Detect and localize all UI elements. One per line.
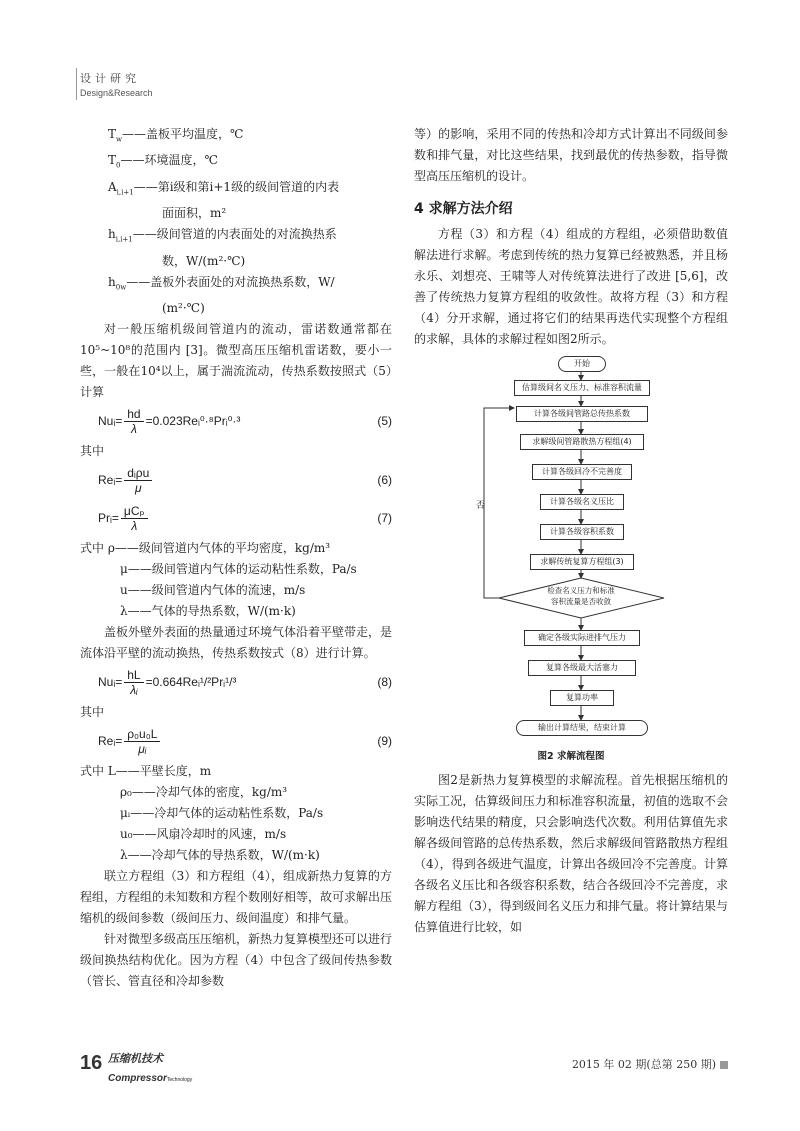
paragraph-combined: 联立方程组（3）和方程组（4），组成新热力复算的方程组，方程组的未知数和方程个数刚好相等，故可求解出压缩机的级间参数（级间压力、级间温度）和排气量。 bbox=[80, 868, 393, 925]
flow-no-label: 否 bbox=[476, 501, 486, 511]
definitions-mid bbox=[80, 538, 392, 622]
definition-continuation: 面面积，m² bbox=[162, 206, 227, 221]
definition-symbol: T bbox=[108, 127, 117, 141]
logo-cn: 压缩机技术 bbox=[108, 1052, 163, 1065]
eq6-number: (6) bbox=[377, 473, 392, 488]
eq8-lhs: Nuᵢ= bbox=[98, 675, 123, 690]
definition-item bbox=[80, 824, 392, 845]
definitions-top bbox=[80, 124, 392, 319]
eq5-lhs: Nuᵢ= bbox=[98, 414, 123, 429]
definition-item bbox=[80, 580, 392, 601]
equation-8 bbox=[80, 664, 392, 702]
definition-subscript: w bbox=[116, 135, 123, 144]
eq6-den: μ bbox=[134, 481, 142, 496]
eq7-den: λ bbox=[131, 519, 138, 534]
definition-text: ——级间管道的内表面处的对流换热系 bbox=[132, 227, 337, 242]
paragraph-continued: 等）的影响，采用不同的传热和冷却方式计算出不同级间参数和排气量，对比这些结果，找到最优的传热参数，指导微型高压压缩机的设计。 bbox=[414, 127, 728, 183]
equation-6 bbox=[80, 462, 392, 500]
eq8-den: λᵢ bbox=[130, 683, 138, 698]
eq9-num: ρ₀u₀L bbox=[124, 727, 160, 742]
flowchart bbox=[414, 350, 728, 790]
label-qizhong-2: 其中 bbox=[80, 704, 105, 719]
eq6-fraction bbox=[124, 466, 152, 495]
section-heading: 4 求解方法介绍 bbox=[414, 201, 513, 217]
paragraph-method: 方程（3）和方程（4）组成的方程组，必须借助数值解法进行求解。考虑到传统的热力复算已经被熟悉，并且杨永乐、刘想亮、王啸等人对传统算法进行了改进 [5,6]，改善了传统热力复算方程组的收敛性。故将方程（3）和方程（4）分开求解，通过将它们的结果再迭代实现整个方程组的求解，具体的求解过程如图2所示。 bbox=[414, 227, 728, 346]
eq8-rhs: =0.664Reᵢ¹/²Prᵢ¹/³ bbox=[145, 675, 237, 690]
page-number: 16 bbox=[80, 1052, 103, 1074]
definition-subscript: i,i+1 bbox=[115, 235, 133, 244]
left-column bbox=[80, 124, 392, 992]
eq5-fraction bbox=[124, 407, 143, 436]
equation-5 bbox=[80, 403, 392, 441]
definition-symbol: μᵢ bbox=[120, 805, 131, 820]
definition-item bbox=[80, 559, 392, 580]
eq5-number: (5) bbox=[377, 414, 392, 429]
flow-volume-coef: 计算各级容积系数 bbox=[540, 524, 624, 540]
definition-item bbox=[80, 803, 392, 824]
flow-start: 开始 bbox=[558, 356, 606, 372]
definition-item bbox=[80, 124, 392, 150]
logo-en: Compressor bbox=[108, 1073, 167, 1084]
label-qizhong-1: 其中 bbox=[80, 443, 105, 458]
eq9-number: (9) bbox=[377, 734, 392, 749]
definition-symbol: 式中 ρ bbox=[80, 540, 115, 555]
eq8-number: (8) bbox=[377, 675, 392, 690]
definition-symbol: μ bbox=[120, 561, 128, 576]
definition-item bbox=[80, 761, 392, 782]
header-en: Design&Research bbox=[80, 88, 153, 98]
eq7-lhs: Prᵢ= bbox=[98, 511, 119, 526]
footer-square-icon bbox=[720, 1061, 728, 1069]
flow-convergence-check bbox=[521, 585, 641, 607]
definition-item bbox=[80, 224, 392, 250]
issue-text: 2015 年 02 期(总第 250 期) bbox=[571, 1058, 716, 1071]
definition-subscript: 0 bbox=[116, 161, 121, 170]
figure-caption: 图2 求解流程图 bbox=[537, 751, 605, 762]
definition-text: ——第i级和第i+1级的级间管道的内表 bbox=[133, 179, 340, 194]
definition-symbol: u bbox=[120, 582, 128, 597]
eq9-den: μᵢ bbox=[138, 742, 147, 757]
definition-symbol: λ bbox=[120, 603, 128, 618]
equation-9 bbox=[80, 723, 392, 761]
definition-symbol: T bbox=[108, 153, 117, 168]
definition-symbol: ρ₀ bbox=[120, 784, 132, 799]
definition-continuation: 数，W/(m²·℃) bbox=[162, 253, 246, 268]
definition-text: ——环境温度，℃ bbox=[120, 153, 218, 168]
definition-text: ——冷却气体的运动粘性系数，Pa/s bbox=[130, 805, 324, 820]
eq8-fraction bbox=[124, 668, 143, 697]
eq5-den: λ bbox=[130, 422, 137, 437]
definition-item bbox=[80, 177, 392, 203]
definition-item bbox=[80, 601, 392, 622]
definition-symbol: A bbox=[108, 179, 117, 194]
definition-symbol: u₀ bbox=[120, 826, 133, 841]
definition-text: ——盖板平均温度，℃ bbox=[122, 127, 244, 141]
definition-item bbox=[80, 150, 392, 176]
header-rule bbox=[76, 68, 77, 100]
header-cn: 设计研究 bbox=[80, 72, 140, 85]
eq7-num: μCₚ bbox=[121, 504, 148, 519]
definition-subscript: 0w bbox=[115, 282, 127, 291]
flow-estimate: 估算级间名义压力、标准容积流量 bbox=[514, 380, 650, 396]
definition-symbol: 式中 L bbox=[80, 763, 116, 778]
definition-item bbox=[80, 538, 392, 559]
eq9-lhs: Reᵢ= bbox=[98, 734, 123, 749]
definition-text: ——级间管道内气体的运动粘性系数，Pa/s bbox=[127, 561, 357, 576]
definition-item bbox=[80, 845, 392, 866]
flow-solve-eq3: 求解传统复算方程组(3) bbox=[530, 554, 634, 570]
definition-text: ——冷却气体的密度，kg/m³ bbox=[131, 784, 288, 799]
issue-info bbox=[572, 1056, 728, 1072]
definitions-bottom bbox=[80, 761, 392, 866]
eq6-lhs: Reᵢ= bbox=[98, 473, 123, 488]
running-header bbox=[80, 70, 153, 98]
equation-7 bbox=[80, 500, 392, 538]
definition-item bbox=[80, 782, 392, 803]
paragraph-flow-explained: 图2是新热力复算模型的求解流程。首先根据压缩机的实际工况，估算级间压力和标准容积流量，初值的选取不会影响迭代结果的精度，只会影响迭代次数。利用估算值先求解各级间管路的总传热系数，然后求解级间管路散热方程组（4），得到各级进气温度，计算出各级回冷不完善度。计算各级名义压比和各级容积系数，结合各级回冷不完善度，求解方程组（3），得到级间名义压力和排气量。将计算结果与估算值进行比较，如 bbox=[414, 773, 728, 934]
paragraph-plate: 盖板外壁外表面的热量通过环境气体沿着平壁带走，是流体沿平壁的流动换热，传热系数按式（8）进行计算。 bbox=[80, 624, 393, 660]
definition-symbol: λ bbox=[120, 847, 128, 862]
definition-text: ——冷却气体的导热系数，W/(m·k) bbox=[127, 847, 320, 862]
flow-end: 输出计算结果，结束计算 bbox=[516, 720, 648, 736]
definition-text: ——平壁长度，m bbox=[115, 763, 212, 778]
paragraph-reynolds: 对一般压缩机级间管道内的流动，雷诺数通常都在10⁵~10⁸的范围内 [3]。微型高压压缩机雷诺数，要小一些，一般在10⁴以上，属于湍流流动，传热系数按照式（5）计算 bbox=[80, 321, 392, 399]
flow-decision-line1: 检查名义压力和标准 bbox=[547, 586, 615, 595]
definition-text: ——级间管道内气体的平均密度，kg/m³ bbox=[114, 540, 331, 555]
flow-cooling-imperfection: 计算各级回冷不完善度 bbox=[532, 464, 632, 480]
eq7-number: (7) bbox=[377, 511, 392, 526]
definition-text: ——盖板外表面处的对流换热系数，W/ bbox=[126, 274, 335, 289]
eq9-fraction bbox=[124, 727, 160, 756]
definition-item bbox=[80, 272, 392, 298]
paragraph-optimization: 针对微型多级高压压缩机，新热力复算模型还可以进行级间换热结构优化。因为方程（4）中包含了级间传热参数（管长、管直径和冷却参数 bbox=[80, 931, 393, 988]
flow-pressure-ratio: 计算各级名义压比 bbox=[540, 494, 624, 510]
definition-continuation: (m²·℃) bbox=[162, 300, 205, 315]
eq5-num: hd bbox=[124, 407, 143, 422]
right-column bbox=[414, 124, 728, 938]
flow-power: 复算功率 bbox=[550, 690, 614, 706]
definition-subscript: i,i+1 bbox=[116, 188, 134, 197]
eq8-num: hL bbox=[124, 668, 143, 683]
eq7-fraction bbox=[121, 504, 148, 533]
definition-symbol: h bbox=[108, 227, 116, 242]
definition-text: ——风扇冷却时的风速，m/s bbox=[132, 826, 287, 841]
definition-text: ——气体的导热系数，W/(m·k) bbox=[127, 603, 296, 618]
eq6-num: dᵢρu bbox=[124, 466, 152, 481]
eq5-rhs: =0.023Reᵢ⁰·⁸Prᵢ⁰·³ bbox=[145, 414, 241, 429]
flow-actual-pressure: 确定各级实际进排气压力 bbox=[524, 630, 640, 646]
journal-logo bbox=[108, 1050, 192, 1085]
flow-solve-eq4: 求解级间管路散热方程组(4) bbox=[520, 434, 644, 450]
definition-text: ——级间管道内气体的流速，m/s bbox=[127, 582, 306, 597]
flow-total-heat-coef: 计算各级间管路总传热系数 bbox=[516, 406, 648, 422]
logo-sub: Technology bbox=[166, 1077, 193, 1083]
flow-decision-line2: 容积流量是否收敛 bbox=[551, 597, 611, 606]
definition-symbol: h bbox=[108, 274, 116, 289]
flow-piston-force: 复算各级最大活塞力 bbox=[528, 660, 636, 676]
